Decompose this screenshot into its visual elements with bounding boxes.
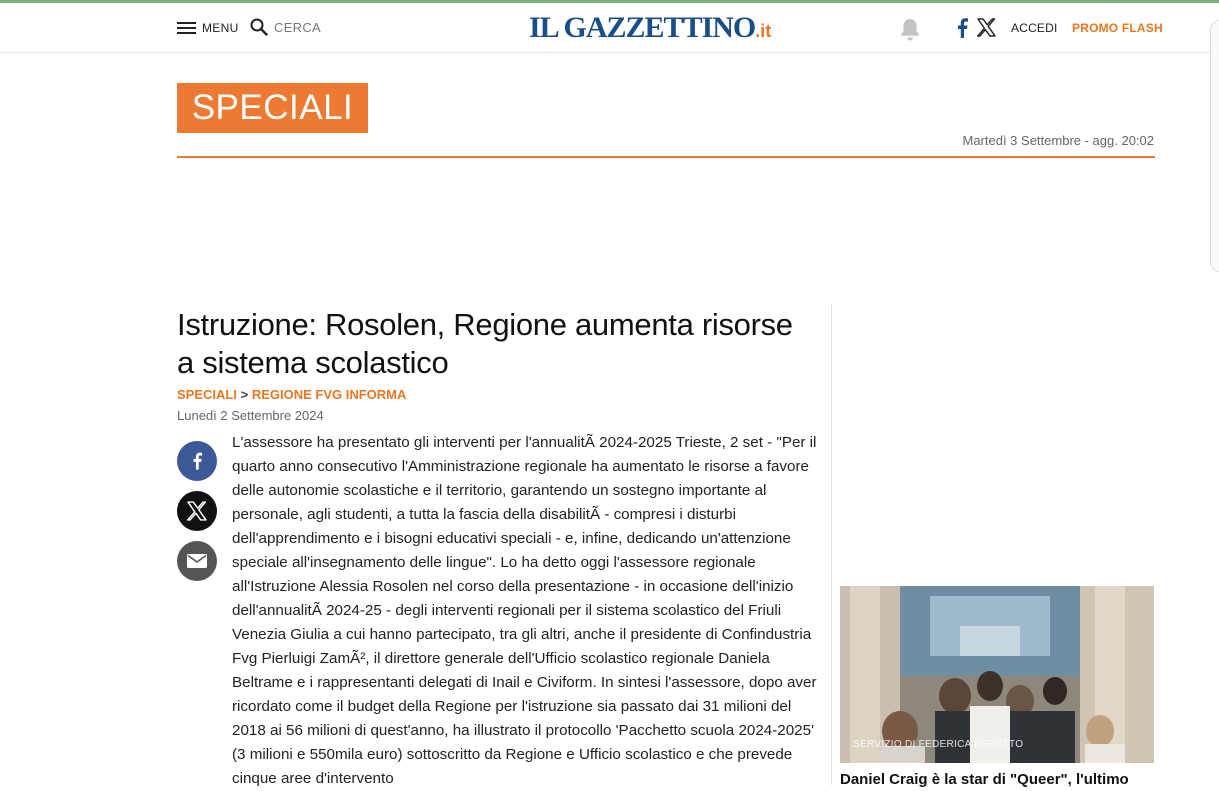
share-mail-button[interactable] bbox=[177, 541, 217, 581]
section-tag[interactable]: SPECIALI bbox=[177, 83, 368, 133]
search-icon bbox=[250, 18, 268, 36]
article-title: Istruzione: Rosolen, Regione aumenta risorse a sistema scolastico bbox=[177, 307, 793, 380]
menu-label: MENU bbox=[202, 21, 239, 35]
site-logo[interactable] bbox=[529, 12, 771, 47]
bell-icon bbox=[899, 17, 921, 41]
x-link[interactable] bbox=[977, 18, 996, 42]
breadcrumb-regione[interactable]: REGIONE FVG INFORMA bbox=[251, 387, 407, 402]
search-button[interactable] bbox=[250, 18, 321, 36]
notifications-button[interactable] bbox=[899, 17, 921, 46]
facebook-link[interactable] bbox=[955, 18, 969, 43]
video-title-link[interactable]: Daniel Craig è la star di "Queer", l'ultimo bbox=[840, 771, 1129, 788]
hamburger-icon bbox=[177, 21, 196, 35]
breadcrumb-speciali[interactable]: SPECIALI bbox=[177, 387, 237, 402]
breadcrumb bbox=[177, 387, 406, 402]
share-x-button[interactable] bbox=[177, 491, 217, 531]
share-facebook-button[interactable] bbox=[177, 441, 217, 481]
x-icon bbox=[187, 501, 207, 521]
video-credit: SERVIZIO DI FEDERICA REPETTO bbox=[853, 739, 1024, 750]
search-label: CERCA bbox=[274, 19, 322, 35]
article-body: L'assessore ha presentato gli interventi per l'annualitÃ 2024-2025 Trieste, 2 set - "Per il quarto anno consecutivo l'Amministrazione regionale ha aumentato le risorse a favore delle autonomie scolastiche e il territorio, garantendo un sostegno importante al personale, agli studenti, a tutta la fascia della disabilitÃ - compresi i disturbi dell'apprendimento e i bisogni educativi speciali - e, infine, dedicando un'attenzione speciale all'insegnamento delle lingue". Lo ha detto oggi l'assessore regionale all'Istruzione Alessia Rosolen nel corso della presentazione - in occasione dell'inizio dell'annualitÃ 2024-25 - degli interventi regionali per il sistema scolastico del Friuli Venezia Giulia a cui hanno partecipato, tra gli altri, anche il presidente di Confindustria Fvg Pierluigi ZamÃ², il direttore generale dell'Ufficio scolastico regionale Daniela Beltrame e i rappresentanti delegati di Inail e Civiform. In sintesi l'assessore, dopo aver ricordato come il budget della Regione per l'istruzione sia passato dai 31 milioni del 2018 ai 56 milioni di quest'anno, ha illustrato il protocollo 'Pacchetto scuola 2024-2025' (3 milioni e 550mila euro) sottoscritto da Regione e Ufficio scolastico e che prevede cinque aree d'intervento bbox=[232, 434, 817, 787]
article-date: Lunedì 2 Settembre 2024 bbox=[177, 408, 324, 423]
current-date: Martedì 3 Settembre - agg. 20:02 bbox=[962, 133, 1154, 148]
mail-icon bbox=[187, 554, 207, 568]
promo-flash-link[interactable]: PROMO FLASH bbox=[1072, 21, 1163, 35]
column-divider bbox=[831, 304, 832, 785]
video-scene-image bbox=[840, 586, 1154, 763]
logo-text: IL GAZZETTINO bbox=[529, 11, 756, 44]
menu-button[interactable] bbox=[177, 19, 239, 37]
facebook-icon bbox=[955, 18, 969, 38]
login-link[interactable]: ACCEDI bbox=[1011, 21, 1058, 35]
section-divider bbox=[177, 156, 1155, 158]
facebook-icon bbox=[191, 451, 203, 471]
video-thumbnail[interactable] bbox=[840, 586, 1154, 763]
site-header bbox=[0, 3, 1219, 53]
logo-tld: .it bbox=[755, 21, 772, 41]
breadcrumb-separator: > bbox=[240, 387, 249, 402]
x-icon bbox=[977, 18, 996, 37]
side-panel-edge[interactable] bbox=[1210, 20, 1219, 272]
